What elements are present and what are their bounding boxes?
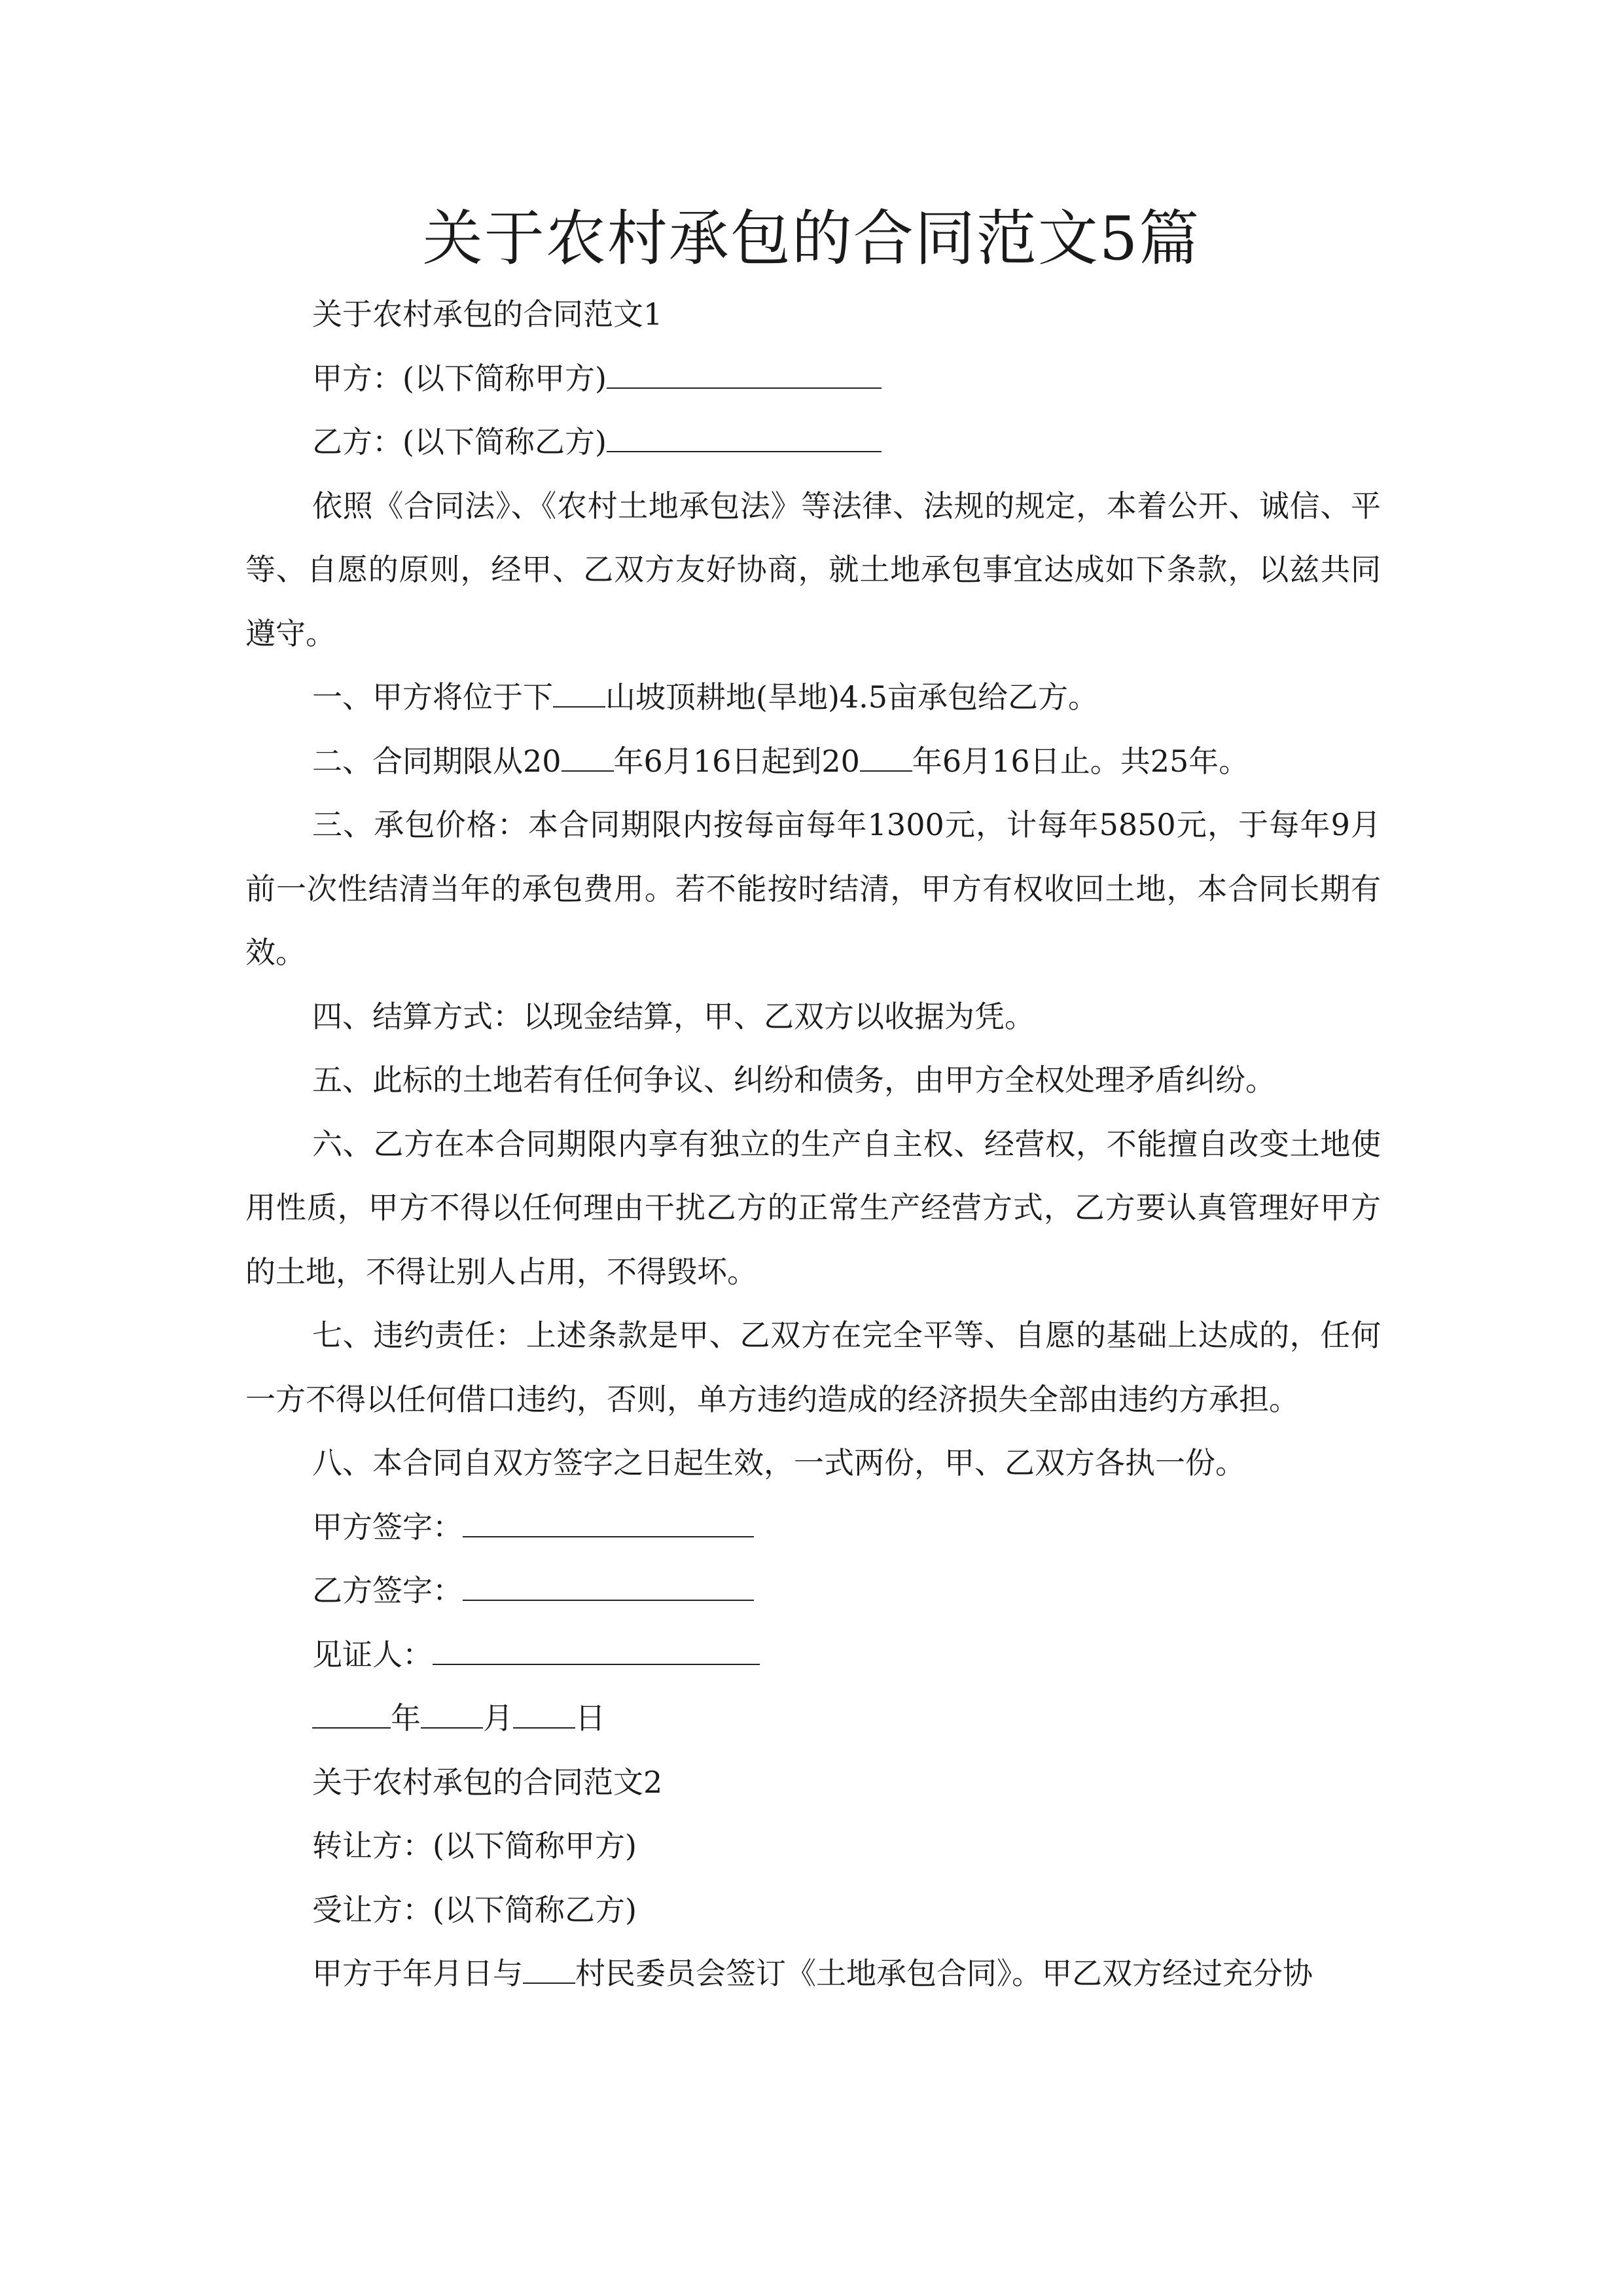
party-a-signature-blank [463, 1510, 754, 1537]
day-label: 日 [575, 1700, 605, 1736]
location-blank [553, 680, 605, 708]
party-b-signature-blank [463, 1573, 754, 1601]
party-a-line [245, 347, 1381, 411]
clause-1-text-b: 山坡顶耕地(旱地)4.5亩承包给乙方。 [605, 679, 1099, 715]
year-blank [312, 1701, 391, 1729]
section-heading-2: 关于农村承包的合同范文2 [312, 1764, 663, 1800]
party-a-signature-label: 甲方签字： [312, 1509, 463, 1545]
clause-1-text-a: 一、甲方将位于下 [312, 679, 553, 715]
section-2-intro-a: 甲方于年月日与 [312, 1956, 523, 1991]
section-2-intro [245, 1942, 1381, 2006]
document-title: 关于农村承包的合同范文5篇 [422, 204, 1201, 274]
clause-2-text-c: 年6月16日止。共25年。 [912, 743, 1249, 779]
month-label: 月 [483, 1700, 513, 1736]
transferor-line: 转让方：(以下简称甲方) [312, 1828, 637, 1863]
clause-8: 八、本合同自双方签字之日起生效，一式两份，甲、乙双方各执一份。 [312, 1445, 1245, 1480]
clause-3: 三、承包价格：本合同期限内按每亩每年1300元，计每年5850元，于每年9月前一次性结清当年的承包费用。若不能按时结清，甲方有权收回土地，本合同长期有效。 [245, 807, 1381, 970]
section-heading-1: 关于农村承包的合同范文1 [312, 296, 663, 332]
clause-7: 七、违约责任：上述条款是甲、乙双方在完全平等、自愿的基础上达成的，任何一方不得以任何借口违约，否则，单方违约造成的经济损失全部由违约方承担。 [245, 1318, 1381, 1417]
preamble-paragraph: 依照《合同法》、《农村土地承包法》等法律、法规的规定，本着公开、诚信、平等、自愿的原则，经甲、乙双方友好协商，就土地承包事宜达成如下条款，以兹共同遵守。 [245, 488, 1381, 651]
clause-6: 六、乙方在本合同期限内享有独立的生产自主权、经营权，不能擅自改变土地使用性质，甲方不得以任何理由干扰乙方的正常生产经营方式，乙方要认真管理好甲方的土地，不得让别人占用，不得毁坏。 [245, 1126, 1381, 1289]
clause-5: 五、此标的土地若有任何争议、纠纷和债务，由甲方全权处理矛盾纠纷。 [312, 1062, 1275, 1098]
end-year-blank [860, 744, 912, 772]
party-a-blank [607, 361, 882, 389]
transferee-line: 受让方：(以下简称乙方) [312, 1892, 637, 1928]
village-blank [523, 1956, 575, 1984]
witness-label: 见证人： [312, 1636, 433, 1672]
start-year-blank [562, 744, 614, 772]
day-blank [513, 1701, 575, 1729]
clause-4: 四、结算方式：以现金结算，甲、乙双方以收据为凭。 [312, 998, 1035, 1034]
year-label: 年 [391, 1700, 421, 1736]
clause-2-text-b: 年6月16日起到20 [613, 743, 860, 779]
clause-2 [245, 730, 1381, 794]
witness-blank [433, 1638, 760, 1665]
witness-line [245, 1623, 1381, 1687]
party-b-signature-line [245, 1559, 1381, 1623]
party-b-label: 乙方：(以下简称乙方) [312, 424, 607, 459]
clause-2-text-a: 二、合同期限从20 [312, 743, 562, 779]
party-b-blank [607, 425, 882, 452]
party-b-line [245, 410, 1381, 475]
party-a-signature-line [245, 1496, 1381, 1560]
section-2-intro-b: 村民委员会签订《土地承包合同》。甲乙双方经过充分协 [575, 1956, 1313, 1991]
party-a-label: 甲方：(以下简称甲方) [312, 360, 607, 396]
party-b-signature-label: 乙方签字： [312, 1573, 463, 1608]
document-body [245, 283, 1381, 2006]
month-blank [421, 1701, 483, 1729]
clause-1 [245, 666, 1381, 730]
date-line [245, 1687, 1381, 1751]
